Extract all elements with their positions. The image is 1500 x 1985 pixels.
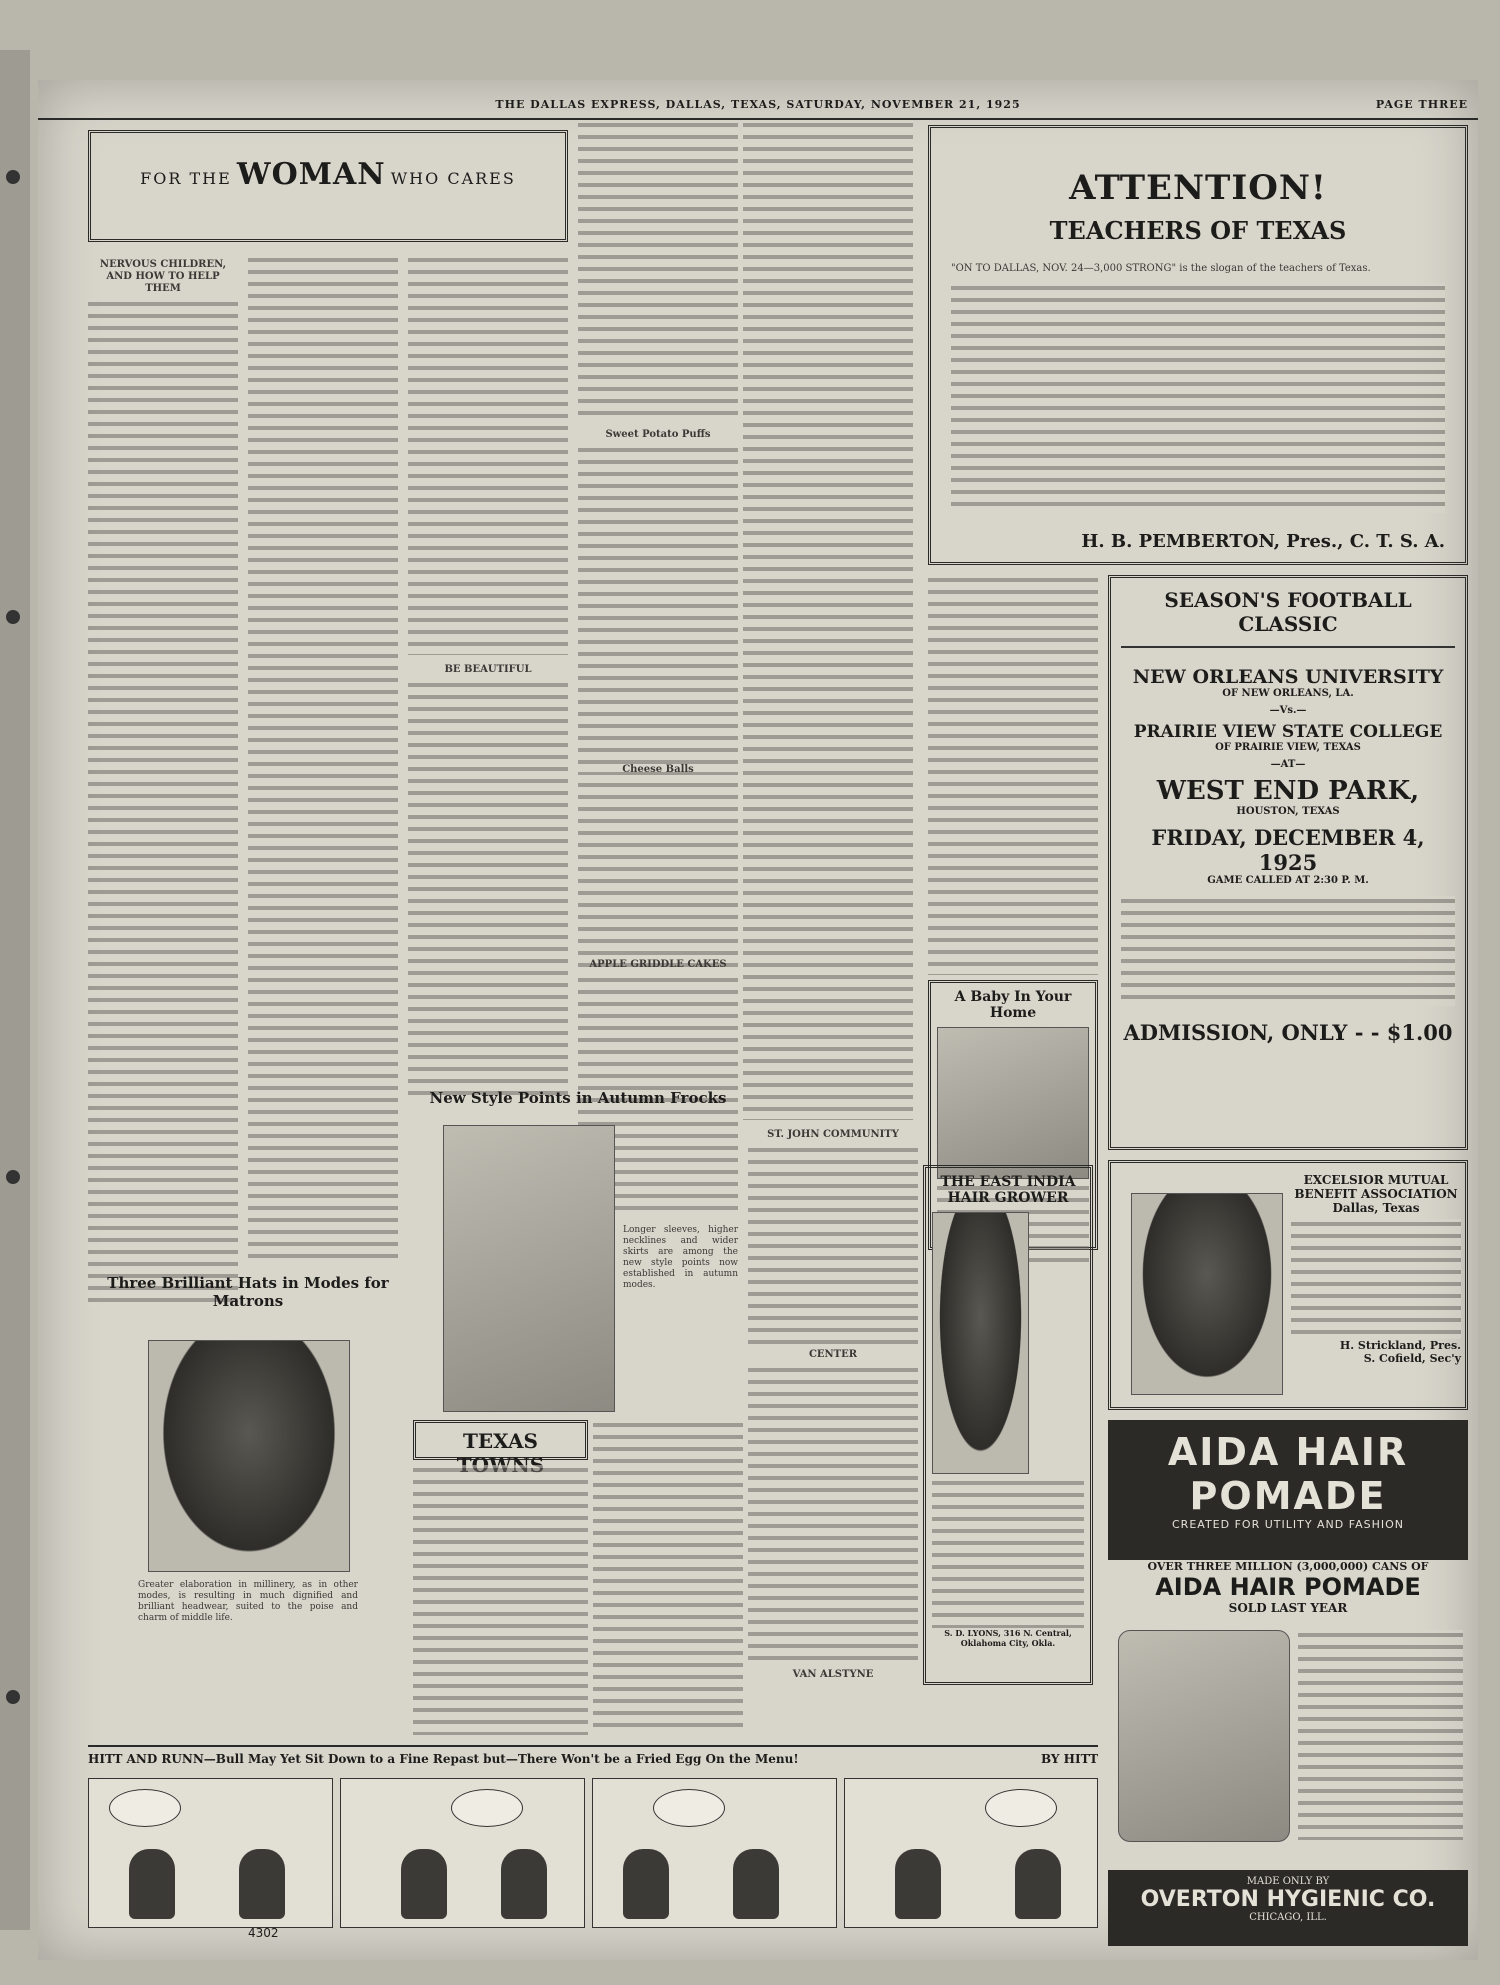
matron-hats-illustration — [148, 1340, 350, 1572]
aida-body-text — [1298, 1630, 1463, 1840]
east-india-footer: S. D. LYONS, 316 N. Central, Oklahoma City, Okla. — [944, 1628, 1072, 1648]
nervous-children-article — [88, 255, 238, 1265]
recipe-cheese-balls — [578, 760, 738, 950]
aida-line-two: POMADE — [1189, 1474, 1387, 1518]
masthead — [38, 98, 1478, 118]
article-continuation — [408, 255, 568, 655]
texas-towns-column — [593, 1420, 743, 1735]
binding-hole — [6, 170, 20, 184]
speech-bubble — [985, 1789, 1057, 1827]
excelsior-text — [1291, 1219, 1461, 1339]
article-continuation — [248, 255, 398, 1265]
town-headline: ST. JOHN COMMUNITY — [767, 1129, 899, 1140]
comic-strip — [88, 1778, 1098, 1938]
attention-title: ATTENTION! — [1069, 168, 1327, 208]
venue: WEST END PARK, — [1156, 776, 1420, 806]
article-body-text — [408, 680, 568, 1100]
page-label: PAGE THREE — [1375, 98, 1468, 111]
attention-subtitle: TEACHERS OF TEXAS — [1049, 216, 1347, 245]
texas-towns-column — [748, 1125, 918, 1735]
east-india-title: THE EAST INDIA HAIR GROWER — [940, 1174, 1076, 1206]
founder-portrait — [1131, 1193, 1283, 1395]
venue-city: HOUSTON, TEXAS — [1236, 806, 1340, 817]
binding-hole — [6, 1690, 20, 1704]
towns-text — [413, 1465, 588, 1735]
versus: —Vs.— — [1269, 705, 1307, 716]
cartoon-figure — [501, 1849, 547, 1919]
cartoon-figure — [239, 1849, 285, 1919]
speech-bubble — [653, 1789, 725, 1827]
autumn-frock-illustration — [443, 1125, 615, 1412]
towns-text — [748, 1365, 918, 1665]
beauty-column-top — [578, 120, 738, 420]
game-time: GAME CALLED AT 2:30 P. M. — [1207, 875, 1369, 886]
recipe-headline: Cheese Balls — [622, 764, 694, 775]
aida-text — [1298, 1630, 1463, 1840]
town-headline: VAN ALSTYNE — [792, 1669, 874, 1680]
recipe-headline: APPLE GRIDDLE CAKES — [589, 959, 727, 970]
football-title: SEASON'S FOOTBALL CLASSIC — [1121, 588, 1455, 648]
attention-teachers-ad — [928, 125, 1468, 565]
be-beautiful-column — [408, 660, 568, 1080]
aida-sold: SOLD LAST YEAR — [1228, 1601, 1348, 1615]
recipe-text — [578, 780, 738, 970]
cartoon-figure — [895, 1849, 941, 1919]
attention-lead: "ON TO DALLAS, NOV. 24—3,000 STRONG" is the slogan of the teachers of Texas. — [951, 263, 1371, 274]
comic-rule — [88, 1745, 1098, 1747]
pomade-tin-illustration — [1118, 1630, 1290, 1842]
cartoon-figure — [129, 1849, 175, 1919]
football-body-text — [1121, 896, 1455, 1006]
comic-panel — [592, 1778, 837, 1928]
town-headline: CENTER — [808, 1349, 858, 1360]
speech-bubble — [109, 1789, 181, 1827]
banner-for: FOR THE — [140, 169, 232, 188]
attention-signature: H. B. PEMBERTON, Pres., C. T. S. A. — [1081, 531, 1445, 552]
aida-pomade-banner — [1108, 1420, 1468, 1560]
society-news-text — [743, 120, 913, 1120]
admission-price: ADMISSION, ONLY - - $1.00 — [1123, 1020, 1453, 1045]
team-one-location: OF NEW ORLEANS, LA. — [1222, 688, 1354, 699]
article-body-text — [88, 299, 238, 1309]
frocks-feature — [413, 1085, 743, 1415]
article-body-text — [248, 255, 398, 1265]
texas-towns-heading: TEXAS — [413, 1420, 588, 1460]
woman-banner — [88, 130, 568, 242]
speech-bubble — [451, 1789, 523, 1827]
society-news-column — [743, 120, 913, 1120]
towns-continuation-column — [928, 575, 1098, 975]
binding-hole — [6, 610, 20, 624]
recipe-sweet-potato-puffs — [578, 425, 738, 755]
team-two: PRAIRIE VIEW STATE COLLEGE — [1133, 722, 1443, 742]
overton-footer — [1108, 1870, 1468, 1946]
feature-headline: Three Brilliant Hats in Modes for Matrons — [107, 1274, 389, 1310]
game-date: FRIDAY, DECEMBER 4, 1925 — [1151, 825, 1425, 875]
east-india-text — [932, 1478, 1084, 1628]
excelsior-text-block — [1291, 1173, 1461, 1365]
baby-ad-title: A Baby In Your Home — [954, 989, 1072, 1021]
company-name: OVERTON HYGIENIC CO. — [1140, 1887, 1436, 1912]
page-edge — [0, 50, 30, 1930]
binding-hole — [6, 1170, 20, 1184]
attention-body-text — [951, 283, 1445, 513]
aida-cans: OVER THREE MILLION (3,000,000) CANS OF — [1147, 1560, 1429, 1573]
towns-text — [748, 1145, 918, 1345]
excelsior-president: H. Strickland, Pres. — [1339, 1339, 1461, 1352]
hats-feature — [88, 1270, 408, 1690]
excelsior-secretary: S. Cofield, Sec'y — [1363, 1352, 1461, 1365]
article-headline: NERVOUS CHILDREN, AND HOW TO HELP THEM — [99, 259, 227, 294]
recipe-headline: Sweet Potato Puffs — [605, 429, 711, 440]
recipe-text — [578, 445, 738, 775]
cartoon-figure — [1015, 1849, 1061, 1919]
mother-child-illustration — [937, 1027, 1089, 1179]
excelsior-city: Dallas, Texas — [1332, 1201, 1420, 1215]
texas-towns-column — [413, 1465, 588, 1735]
aida-tagline: CREATED FOR UTILITY AND FASHION — [1172, 1518, 1404, 1531]
cartoon-figure — [733, 1849, 779, 1919]
newspaper-page — [38, 80, 1478, 1960]
company-city: CHICAGO, ILL. — [1249, 1912, 1327, 1923]
banner-who: WHO CARES — [390, 169, 516, 188]
aida-brand: AIDA HAIR POMADE — [1155, 1573, 1421, 1601]
excelsior-mutual-ad — [1108, 1160, 1468, 1410]
comic-panel — [88, 1778, 333, 1928]
football-classic-ad — [1108, 575, 1468, 1150]
comic-header — [88, 1752, 1098, 1774]
article-body-text — [408, 255, 568, 655]
comic-number: 4302 — [248, 1926, 279, 1940]
comic-panel — [844, 1778, 1098, 1928]
feature-headline: New Style Points in Autumn Frocks — [429, 1089, 727, 1107]
at-label: —AT— — [1270, 759, 1306, 770]
comic-byline: BY HITT — [1040, 1752, 1098, 1766]
team-two-location: OF PRAIRIE VIEW, TEXAS — [1215, 742, 1361, 753]
frocks-caption: Longer sleeves, higher necklines and wider skirts are among the new style points now established in autumn modes. — [623, 1225, 738, 1290]
article-headline: BE BEAUTIFUL — [444, 664, 532, 675]
comic-title: HITT AND RUNN—Bull May Yet Sit Down to a Fine Repast but—There Won't be a Fried Egg On the Menu! — [88, 1752, 799, 1766]
issue-line: THE DALLAS EXPRESS, DALLAS, TEXAS, SATURDAY, NOVEMBER 21, 1925 — [495, 98, 1021, 111]
comic-panel — [340, 1778, 585, 1928]
cartoon-figure — [623, 1849, 669, 1919]
made-by: MADE ONLY BY — [1246, 1876, 1330, 1887]
cartoon-figure — [401, 1849, 447, 1919]
long-hair-illustration — [932, 1212, 1029, 1474]
aida-line-one: AIDA HAIR — [1167, 1430, 1409, 1474]
east-india-hair-ad — [923, 1165, 1093, 1685]
team-one: NEW ORLEANS UNIVERSITY — [1132, 666, 1444, 688]
towns-text — [928, 575, 1098, 975]
towns-text — [593, 1420, 743, 1735]
article-body-text — [578, 120, 738, 420]
banner-woman: WOMAN — [236, 157, 386, 192]
excelsior-title: EXCELSIOR MUTUAL BENEFIT ASSOCIATION — [1294, 1173, 1458, 1201]
hats-caption: Greater elaboration in millinery, as in other modes, is resulting in much dignified and brilliant headwear, suited to the poise and charm of middle life. — [138, 1580, 358, 1623]
